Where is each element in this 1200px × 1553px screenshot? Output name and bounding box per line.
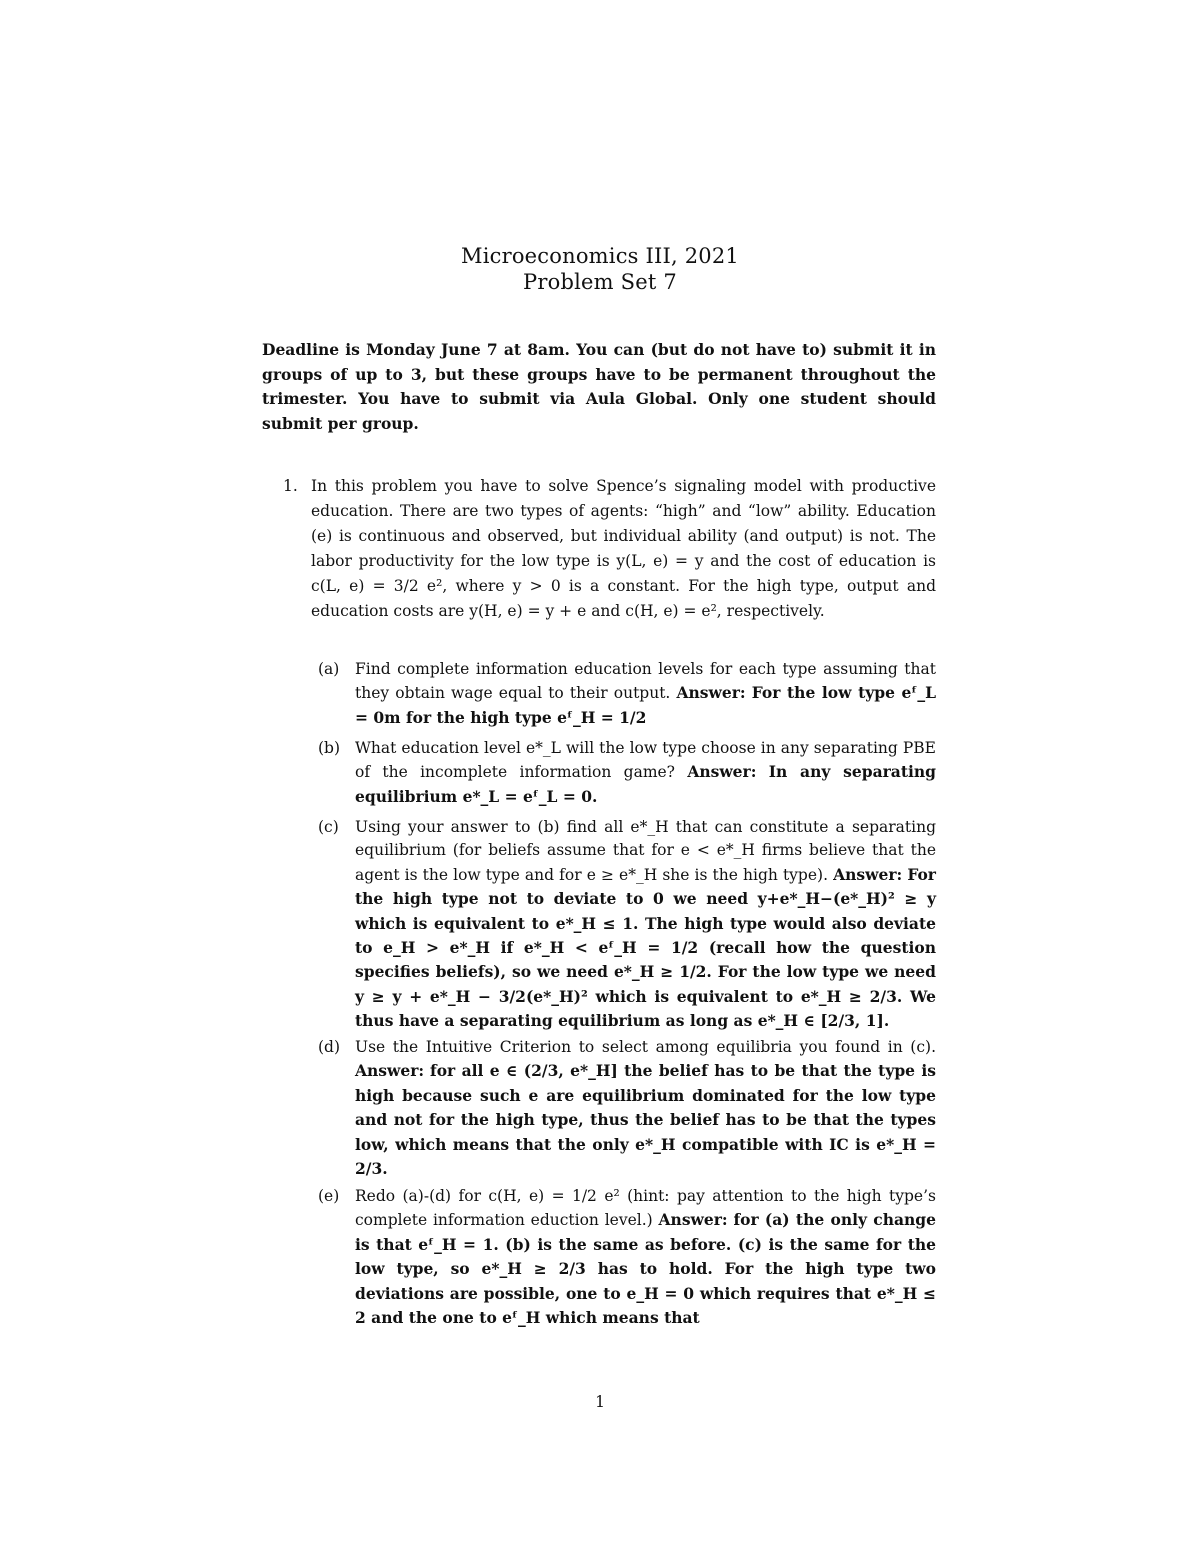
part-label: (d) (318, 1038, 341, 1056)
problem-1 (283, 474, 936, 624)
part-answer: for all e ∈ (2/3, e*_H] the belief has to be that the type is high because such e are equilibrium dominated for the low type and not for the high type, thus the belief has to be that the types low, which means that the only e*_H compatible with IC is e*_H = 2/3. (355, 1061, 937, 1179)
part-e (318, 1185, 936, 1330)
part-d (318, 1036, 936, 1181)
part-answer: For the low type eᶠ_L = 0m for the high type eᶠ_H = 1/2 (355, 683, 936, 727)
part-label: (c) (318, 818, 339, 836)
document-title: Microeconomics III, 2021 (461, 244, 739, 268)
part-label: (a) (318, 660, 340, 678)
answer-label: Answer: (355, 1061, 425, 1081)
part-a (318, 658, 936, 730)
document-subtitle: Problem Set 7 (523, 270, 677, 294)
part-c (318, 816, 936, 1034)
answer-label: Answer: (676, 683, 746, 703)
page-number: 1 (595, 1393, 605, 1411)
answer-label: Answer: (658, 1210, 728, 1230)
part-answer: For the high type not to deviate to 0 we need y+e*_H−(e*_H)² ≥ y which is equivalent to e*_H ≤ 1. The high type would also deviate to e_H > e*_H if e*_H < eᶠ_H = 1/2 (recall how the question specifies beliefs), so we need e*_H ≥ 1/2. For the low type we need y ≥ y + e*_H − 3/2(e*_H)² which is equivalent to e*_H ≥ 2/3. We thus have a separating equilibrium as long as e*_H ∈ [2/3, 1]. (355, 864, 936, 1031)
answer-label: Answer: (833, 864, 903, 884)
part-question: What education level e*_L will the low type choose in any separating PBE of the incomplete information game? (355, 739, 936, 782)
part-question: Redo (a)-(d) for c(H, e) = 1/2 e² (hint: pay attention to the high type’s complete information eduction level.) (355, 1187, 936, 1230)
deadline-notice: Deadline is Monday June 7 at 8am. You can (but do not have to) submit it in groups of up to 3, but these groups have to be permanent throughout the trimester. You have to submit via Aula Global. Only one student should submit per group. (262, 340, 936, 433)
part-question: Using your answer to (b) find all e*_H that can constitute a separating equilibrium (for beliefs assume that for e < e*_H firms believe that the agent is the low type and for e ≥ e*_H she is the high type). (355, 818, 936, 884)
problem-text: In this problem you have to solve Spence’s signaling model with productive education. There are two types of agents: “high” and “low” ability. Education (e) is continuous and observed, but individual ability (and output) is not. The labor productivity for the low type is y(L, e) = y and the cost of education is c(L, e) = 3/2 e², where y > 0 is a constant. For the high type, output and education costs are y(H, e) = y + e and c(H, e) = e², respectively. (311, 477, 936, 620)
part-answer: In any separating equilibrium e*_L = eᶠ_L = 0. (355, 762, 936, 806)
part-b (318, 737, 936, 809)
answer-label: Answer: (687, 762, 757, 782)
part-answer: for (a) the only change is that eᶠ_H = 1. (b) is the same as before. (c) is the same for the low type, so e*_H ≥ 2/3 has to hold. For the high type two deviations are possible, one to e_H = 0 which requires that e*_H ≤ 2 and the one to eᶠ_H which means that (355, 1210, 936, 1328)
part-label: (e) (318, 1187, 340, 1205)
part-label: (b) (318, 739, 341, 757)
part-question: Find complete information education levels for each type assuming that they obtain wage equal to their output. (355, 660, 936, 703)
problem-number: 1. (283, 477, 298, 495)
part-question: Use the Intuitive Criterion to select among equilibria you found in (c). (355, 1038, 936, 1056)
